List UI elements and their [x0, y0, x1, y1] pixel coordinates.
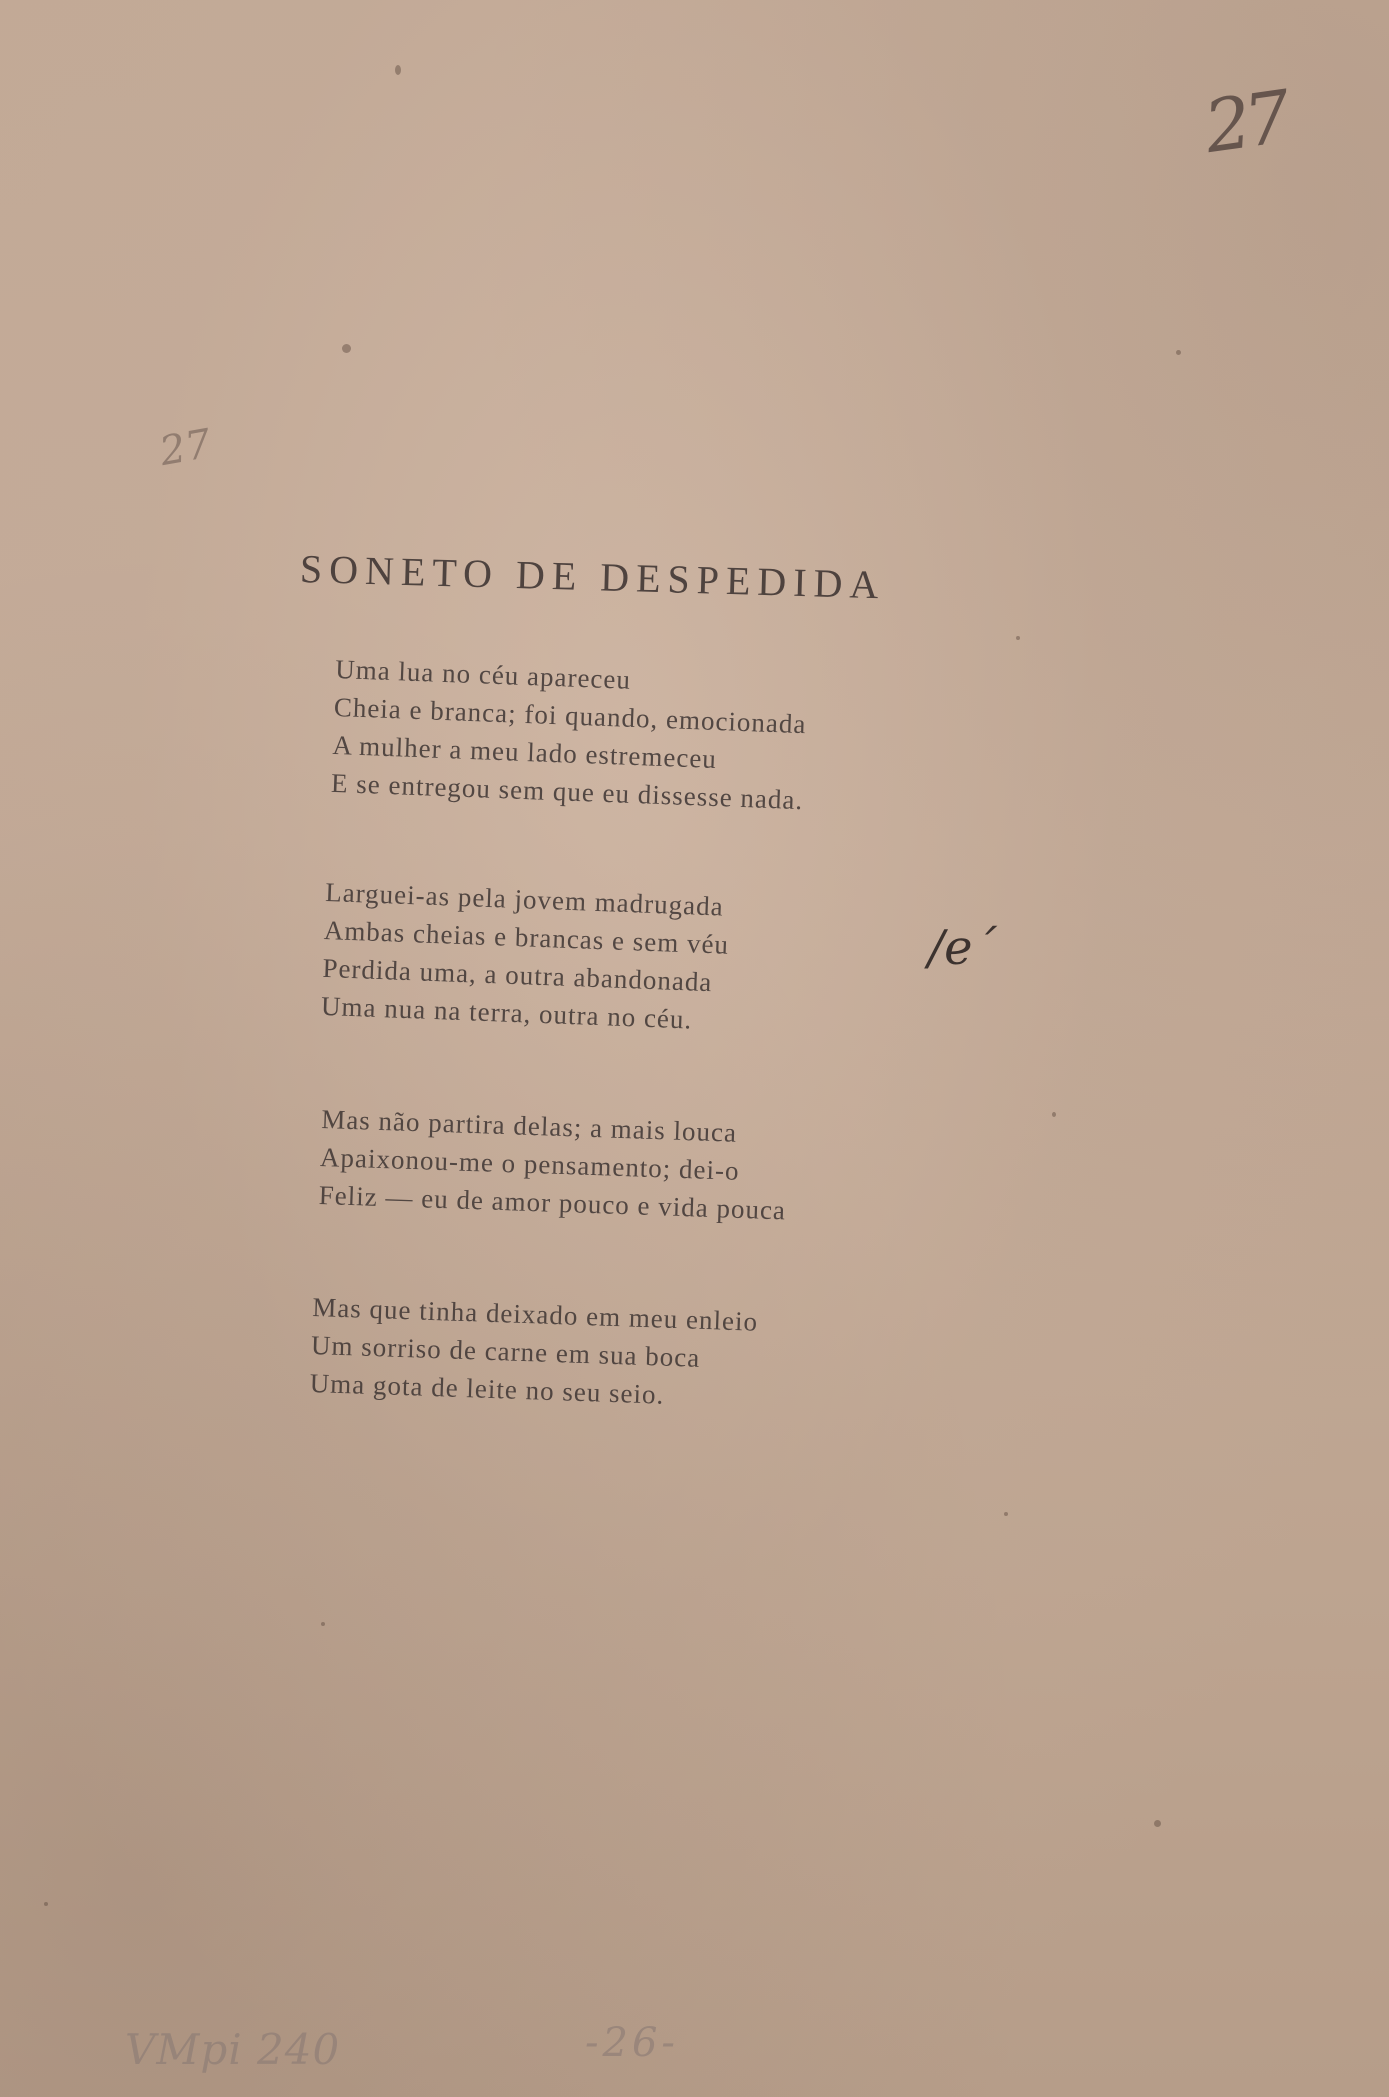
verse-line: Uma lua no céu apareceu — [334, 653, 632, 695]
margin-correction: /e´ — [928, 920, 997, 976]
shelfmark-note: VMpi 240 — [125, 2025, 341, 2074]
verse-line: Apaixonou-me o pensamento; dei-o — [319, 1141, 741, 1186]
verse-line: Cheia e branca; foi quando, emocionada — [333, 691, 807, 740]
paper-speck — [1154, 1820, 1161, 1827]
stanza-4 — [309, 1288, 758, 1417]
paper-speck — [321, 1622, 325, 1626]
paper-speck — [395, 65, 401, 75]
stanza-2 — [320, 873, 731, 1040]
paper-speck — [1052, 1112, 1056, 1117]
verse-line: Feliz — eu de amor pouco e vida pouca — [318, 1179, 787, 1226]
verse-line: Uma gota de leite no seu seio. — [309, 1367, 665, 1410]
paper-speck — [342, 344, 351, 353]
verse-line: Mas que tinha deixado em meu enleio — [311, 1291, 759, 1337]
folio-number-top: 27 — [1199, 74, 1291, 170]
paper-speck — [1004, 1512, 1008, 1516]
folio-number-faint: 27 — [156, 420, 215, 476]
stanza-3 — [318, 1100, 789, 1229]
verse-line: Um sorriso de carne em sua boca — [310, 1329, 701, 1373]
page-number: -26- — [585, 2020, 679, 2066]
verse-line: E se entregou sem que eu dissesse nada. — [330, 767, 804, 816]
verse-line: Perdida uma, a outra abandonada — [321, 952, 713, 998]
paper-speck — [1176, 350, 1181, 355]
verse-line: Ambas cheias e brancas e sem véu — [323, 914, 730, 960]
verse-line: Uma nua na terra, outra no céu. — [320, 990, 693, 1035]
stanza-1 — [330, 650, 808, 819]
verse-line: A mulher a meu lado estremeceu — [331, 729, 718, 775]
verse-line: Larguei-as pela jovem madrugada — [324, 876, 725, 922]
paper-speck — [44, 1902, 48, 1906]
verse-line: Mas não partira delas; a mais louca — [320, 1103, 738, 1148]
paper-speck — [1016, 636, 1020, 640]
poem-title: SONETO DE DESPEDIDA — [299, 546, 887, 608]
